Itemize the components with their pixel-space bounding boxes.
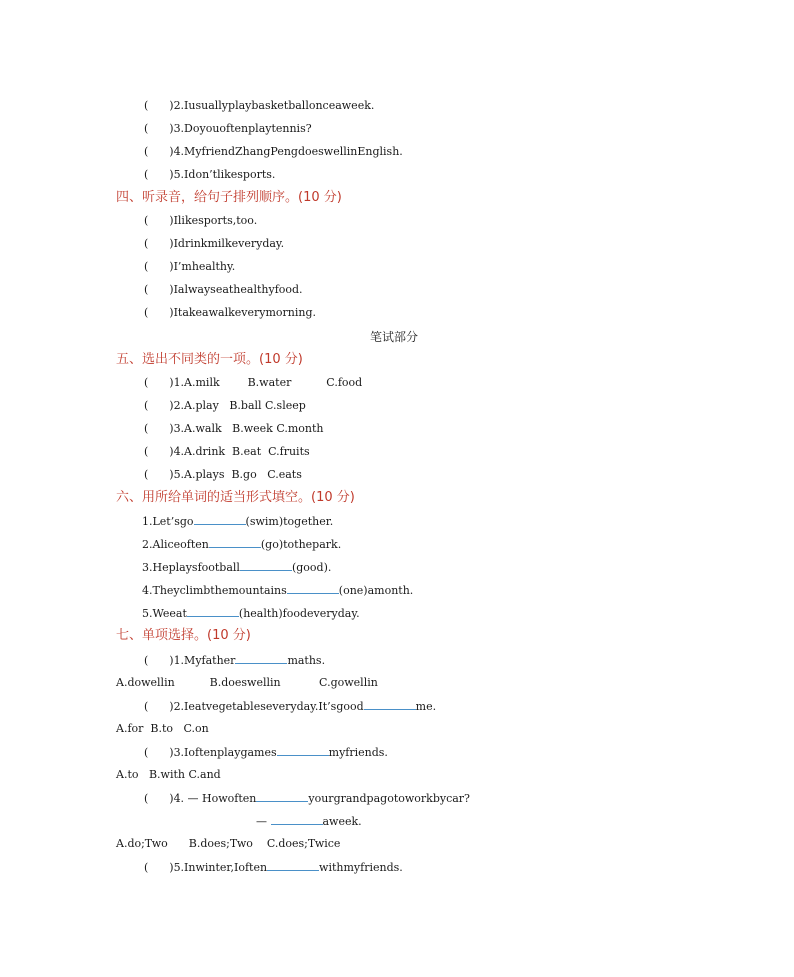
answer-blank[interactable] bbox=[364, 699, 416, 710]
answer-blank[interactable] bbox=[271, 814, 323, 825]
section7-heading: 七、单项选择。(10 分) bbox=[116, 628, 251, 643]
s7-options-2: A.for B.to C.on bbox=[116, 722, 209, 735]
s5-item-2: ( )2.A.play B.ball C.sleep bbox=[144, 399, 306, 412]
s6-item-5: 5.Weeat (health)foodeveryday. bbox=[142, 607, 360, 620]
s4-item-2: ( )Idrinkmilkeveryday. bbox=[144, 237, 285, 250]
answer-blank[interactable] bbox=[277, 745, 329, 756]
s7-reply-4: — aweek. bbox=[256, 815, 362, 828]
s7-options-1: A.dowellin B.doeswellin C.gowellin bbox=[116, 676, 378, 689]
answer-blank[interactable] bbox=[267, 860, 319, 871]
s3-item-5: ( )5.Idon’tlikesports. bbox=[144, 168, 276, 181]
section4-heading: 四、听录音，给句子排列顺序。(10 分) bbox=[116, 190, 342, 205]
s5-item-1: ( )1.A.milk B.water C.food bbox=[144, 376, 363, 389]
s3-item-4: ( )4.MyfriendZhangPengdoeswellinEnglish. bbox=[144, 145, 403, 158]
s7-question-1: ( )1.Myfather maths. bbox=[144, 654, 326, 667]
written-part-title: 笔试部分 bbox=[370, 330, 419, 344]
s6-item-3: 3.Heplaysfootball (good). bbox=[142, 561, 332, 574]
s7-options-4: A.do;Two B.does;Two C.does;Twice bbox=[116, 837, 341, 850]
s5-item-3: ( )3.A.walk B.week C.month bbox=[144, 422, 324, 435]
s4-item-1: ( )Ilikesports,too. bbox=[144, 214, 258, 227]
answer-blank[interactable] bbox=[187, 606, 239, 617]
s7-question-3: ( )3.Ioftenplaygames myfriends. bbox=[144, 746, 388, 759]
s3-item-3: ( )3.Doyouoftenplaytennis? bbox=[144, 122, 312, 135]
s6-item-4: 4.Theyclimbthemountains (one)amonth. bbox=[142, 584, 414, 597]
answer-blank[interactable] bbox=[209, 537, 261, 548]
answer-blank[interactable] bbox=[287, 583, 339, 594]
s4-item-4: ( )Ialwayseathealthyfood. bbox=[144, 283, 303, 296]
answer-blank[interactable] bbox=[235, 653, 287, 664]
section6-heading: 六、用所给单词的适当形式填空。(10 分) bbox=[116, 490, 355, 505]
s6-item-1: 1.Let’sgo (swim)together. bbox=[142, 515, 334, 528]
s4-item-5: ( )Itakeawalkeverymorning. bbox=[144, 306, 317, 319]
s7-options-3: A.to B.with C.and bbox=[116, 768, 221, 781]
s5-item-4: ( )4.A.drink B.eat C.fruits bbox=[144, 445, 310, 458]
answer-blank[interactable] bbox=[194, 514, 246, 525]
s7-question-2: ( )2.Ieatvegetableseveryday.It’sgood me. bbox=[144, 700, 437, 713]
s7-question-4: ( )4. — Howoften yourgrandpagotoworkbycar? bbox=[144, 792, 470, 805]
answer-blank[interactable] bbox=[256, 791, 308, 802]
s7-question-5: ( )5.Inwinter,Ioften withmyfriends. bbox=[144, 861, 403, 874]
s5-item-5: ( )5.A.plays B.go C.eats bbox=[144, 468, 302, 481]
s6-item-2: 2.Aliceoften (go)tothepark. bbox=[142, 538, 342, 551]
section5-heading: 五、选出不同类的一项。(10 分) bbox=[116, 352, 303, 367]
s4-item-3: ( )I’mhealthy. bbox=[144, 260, 236, 273]
answer-blank[interactable] bbox=[240, 560, 292, 571]
s3-item-2: ( )2.Iusuallyplaybasketballonceaweek. bbox=[144, 99, 375, 112]
